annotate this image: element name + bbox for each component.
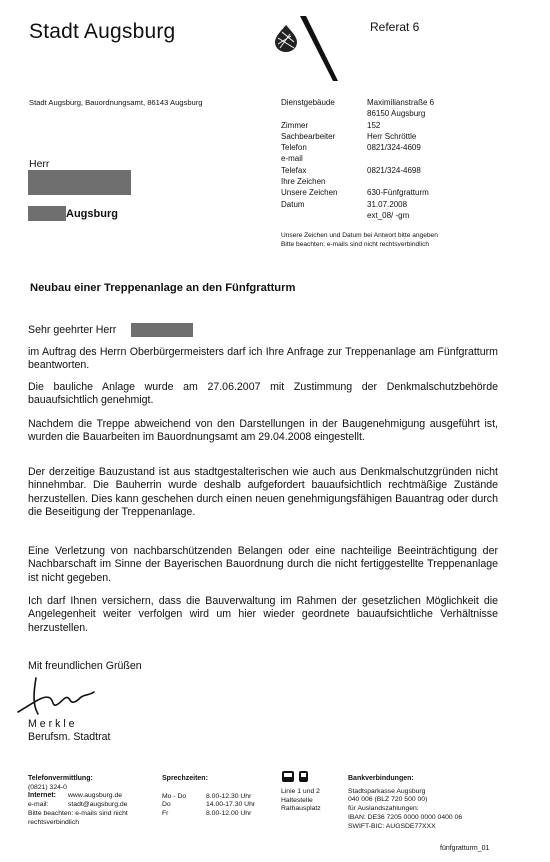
- body-paragraph: Eine Verletzung von nachbarschützenden Belangen oder eine nachteilige Beeinträchtigung der Nachbarschaft im Sinne der Bayerischen Bauordnung durch die nicht fertiggestellte Treppenanlage ist nicht gegeben.: [28, 545, 498, 584]
- handwritten-signature: [14, 676, 104, 720]
- info-row: Telefax 0821/324-4698: [281, 165, 421, 175]
- recipient-city: Augsburg: [66, 208, 118, 220]
- file-name-label: fünfgratturm_01: [440, 845, 490, 852]
- signatory-name: M e r k l e: [28, 718, 75, 730]
- body-paragraph: im Auftrag des Herrn Oberbürgermeisters darf ich Ihre Anfrage zur Treppenanlage am Fünfgratturm beantworten.: [28, 346, 498, 372]
- city-logo-icon: [272, 14, 348, 84]
- recipient-salutation: Herr: [29, 158, 50, 170]
- info-row: Datum 31.07.2008: [281, 199, 408, 209]
- info-row: Telefon 0821/324-4609: [281, 143, 421, 153]
- signatory-title: Berufsm. Stadtrat: [28, 731, 111, 743]
- greeting: Sehr geehrter Herr: [28, 324, 117, 336]
- body-paragraph: Der derzeitige Bauzustand ist aus stadtgestalterischen wie auch aus Denkmalschutzgründen nicht hinnehmbar. Die Bauherrin wurde deshalb aufgefordert bauaufsichtlich rechtmäßige Zustände herzustellen. Dies kann geschehen durch einen neuen genehmigungsfähigen Bauantrag oder durch die Beseitigung der Treppenanlage.: [28, 466, 498, 519]
- redacted-recipient-name: [28, 170, 131, 195]
- letter-subject: Neubau einer Treppenanlage an den Fünfgratturm: [30, 282, 296, 294]
- info-row: Ihre Zeichen: [281, 177, 326, 187]
- info-row: Dienstgebäude Maximilianstraße 6: [281, 98, 435, 107]
- info-row: 86150 Augsburg: [367, 109, 426, 119]
- info-row: Zimmer 152: [281, 120, 381, 130]
- footer-office-hours: Sprechzeiten: Mo - Do 8.00-12.30 Uhr Do 14.00-17.30 Uhr Fr 8.00-12.00 Uhr: [162, 775, 256, 818]
- info-row: e-mail: [281, 154, 303, 164]
- body-paragraph: Nachdem die Treppe abweichend von den Darstellungen in der Baugenehmigung ausgeführt ist, wurden die Bauarbeiten im Bauordnungsamt am 29.04.2008 eingestellt.: [28, 418, 498, 444]
- info-row: Sachbearbeiter Herr Schröttle: [281, 131, 417, 141]
- footer-contact: Telefonvermittlung: (0821) 324-0 Internet: www.augsburg.de e-mail: stadt@augsburg.de Bitte beachten: e-mails sind nicht rechtsverbindlich: [28, 775, 128, 826]
- info-row: ext_08/ -gm: [367, 210, 410, 220]
- redacted-postal-code: [28, 206, 66, 221]
- footer-bank-details: Bankverbindungen: Stadtsparkasse Augsburg 040 006 (BLZ 720 500 00) für Auslandszahlungen: IBAN: DE36 7205 0000 0000 0400 06 SWIFT-BIC: AUGSDE77XXX: [348, 775, 463, 830]
- sender-address-line: Stadt Augsburg, Bauordnungsamt, 86143 Augsburg: [29, 98, 203, 107]
- info-row: Unsere Zeichen 630-Fünfgratturm: [281, 188, 429, 198]
- redacted-addressee-name: [131, 323, 193, 337]
- body-paragraph: Ich darf Ihnen versichern, dass die Bauverwaltung im Rahmen der gesetzlichen Möglichkeit die Angelegenheit weiter verfolgen wird um hier wieder geordnete bauaufsichtliche Verhältnisse herzustellen.: [28, 595, 498, 634]
- closing-phrase: Mit freundlichen Grüßen: [28, 660, 142, 672]
- city-name: Stadt Augsburg: [29, 20, 176, 43]
- body-paragraph: Die bauliche Anlage wurde am 27.06.2007 mit Zustimmung der Denkmalschutzbehörde bauaufsichtlich genehmigt.: [28, 381, 498, 407]
- footer-transit: Linie 1 und 2 Haltestelle Rathausplatz: [281, 788, 321, 813]
- reference-note: Unsere Zeichen und Datum bei Antwort bitte angeben Bitte beachten: e-mails sind nicht rechtsverbindlich: [281, 232, 438, 248]
- department-label: Referat 6: [370, 20, 420, 34]
- contact-info-block: [281, 97, 434, 221]
- tram-icon: [281, 770, 311, 784]
- signatory-block: [28, 718, 110, 744]
